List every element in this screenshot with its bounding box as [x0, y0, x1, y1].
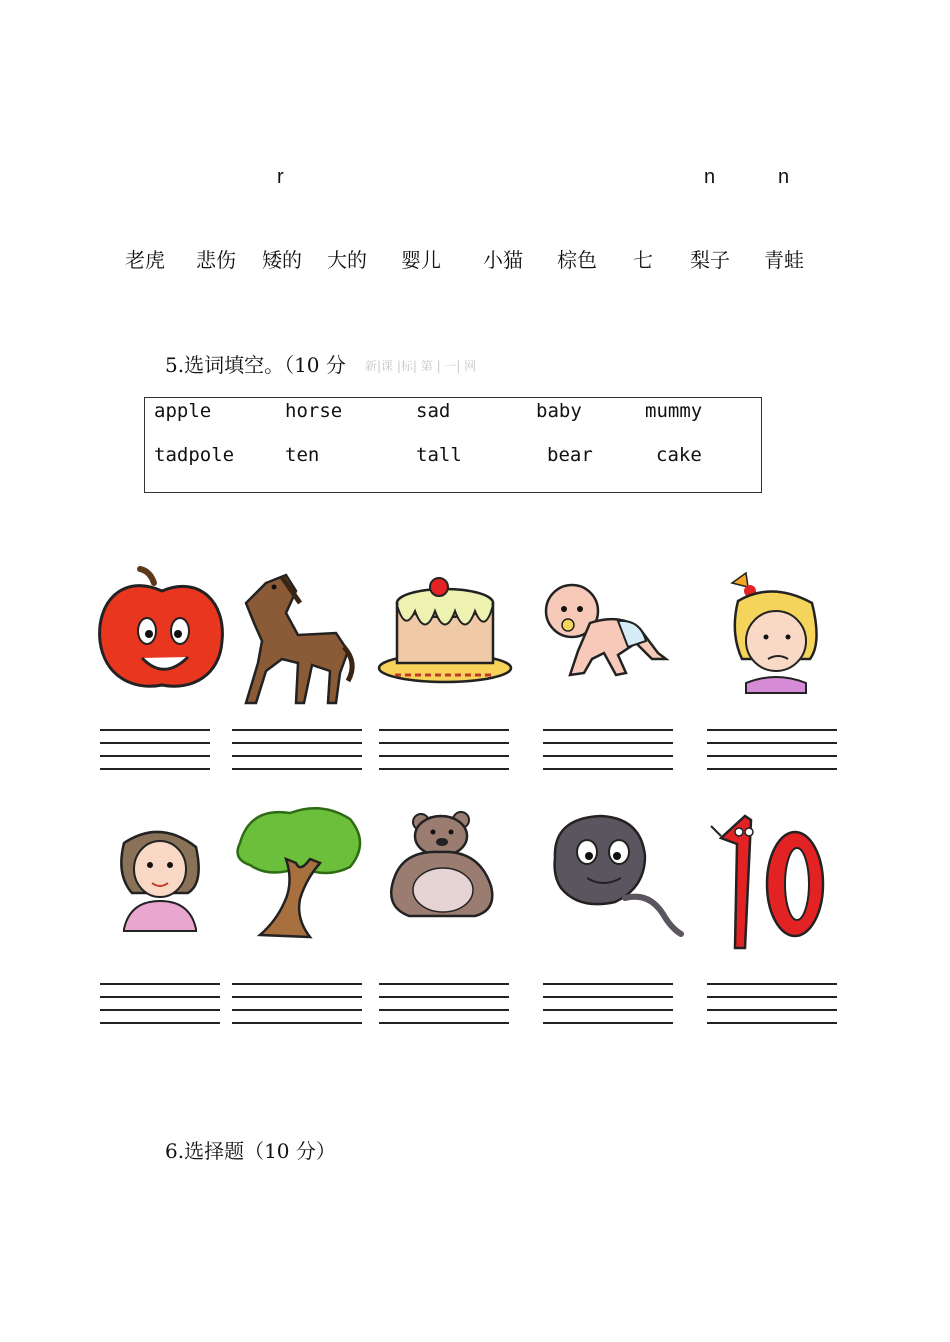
writing-lines[interactable]	[379, 729, 509, 775]
section6-heading: 6.选择题（10 分）	[165, 1139, 336, 1163]
sad-girl-icon	[702, 563, 842, 713]
bear-icon	[375, 806, 515, 956]
bank-word-tall: tall	[416, 444, 462, 466]
mummy-icon	[90, 813, 230, 963]
writing-lines[interactable]	[543, 983, 673, 1029]
writing-lines[interactable]	[543, 729, 673, 775]
bank-word-cake: cake	[656, 444, 702, 466]
writing-lines[interactable]	[707, 729, 837, 775]
word-baby: 婴儿	[401, 248, 441, 272]
letter-n-2: n	[778, 166, 790, 188]
tree-icon	[230, 803, 370, 953]
section5-heading: 5.选词填空。（10 分	[165, 353, 346, 377]
writing-lines[interactable]	[232, 729, 362, 775]
word-big: 大的	[327, 248, 367, 272]
cake-icon	[375, 563, 515, 713]
bank-word-apple: apple	[154, 400, 212, 422]
bank-word-tadpole: tadpole	[154, 444, 235, 466]
word-tiger: 老虎	[125, 248, 165, 272]
ten-icon	[705, 808, 845, 958]
bank-word-horse: horse	[285, 400, 343, 422]
writing-lines[interactable]	[100, 729, 210, 775]
writing-lines[interactable]	[379, 983, 509, 1029]
letter-n-1: n	[704, 166, 716, 188]
word-frog: 青蛙	[764, 248, 804, 272]
watermark: 新|课 |标| 第 | 一| 网	[365, 359, 477, 373]
writing-lines[interactable]	[232, 983, 362, 1029]
word-seven: 七	[633, 248, 653, 272]
word-sad: 悲伤	[196, 248, 236, 272]
word-brown: 棕色	[557, 248, 597, 272]
word-short: 矮的	[262, 248, 302, 272]
bank-word-mummy: mummy	[645, 400, 703, 422]
bank-word-baby: baby	[536, 400, 582, 422]
word-pear: 梨子	[690, 248, 730, 272]
bank-word-ten: ten	[285, 444, 320, 466]
bank-word-bear: bear	[547, 444, 593, 466]
horse-icon	[226, 563, 366, 713]
writing-lines[interactable]	[707, 983, 837, 1029]
tadpole-icon	[545, 808, 685, 958]
writing-lines[interactable]	[100, 983, 220, 1029]
apple-icon	[92, 563, 232, 713]
baby-icon	[540, 563, 680, 713]
letter-r: r	[277, 166, 284, 188]
bank-word-sad: sad	[416, 400, 451, 422]
word-kitten: 小猫	[483, 248, 523, 272]
